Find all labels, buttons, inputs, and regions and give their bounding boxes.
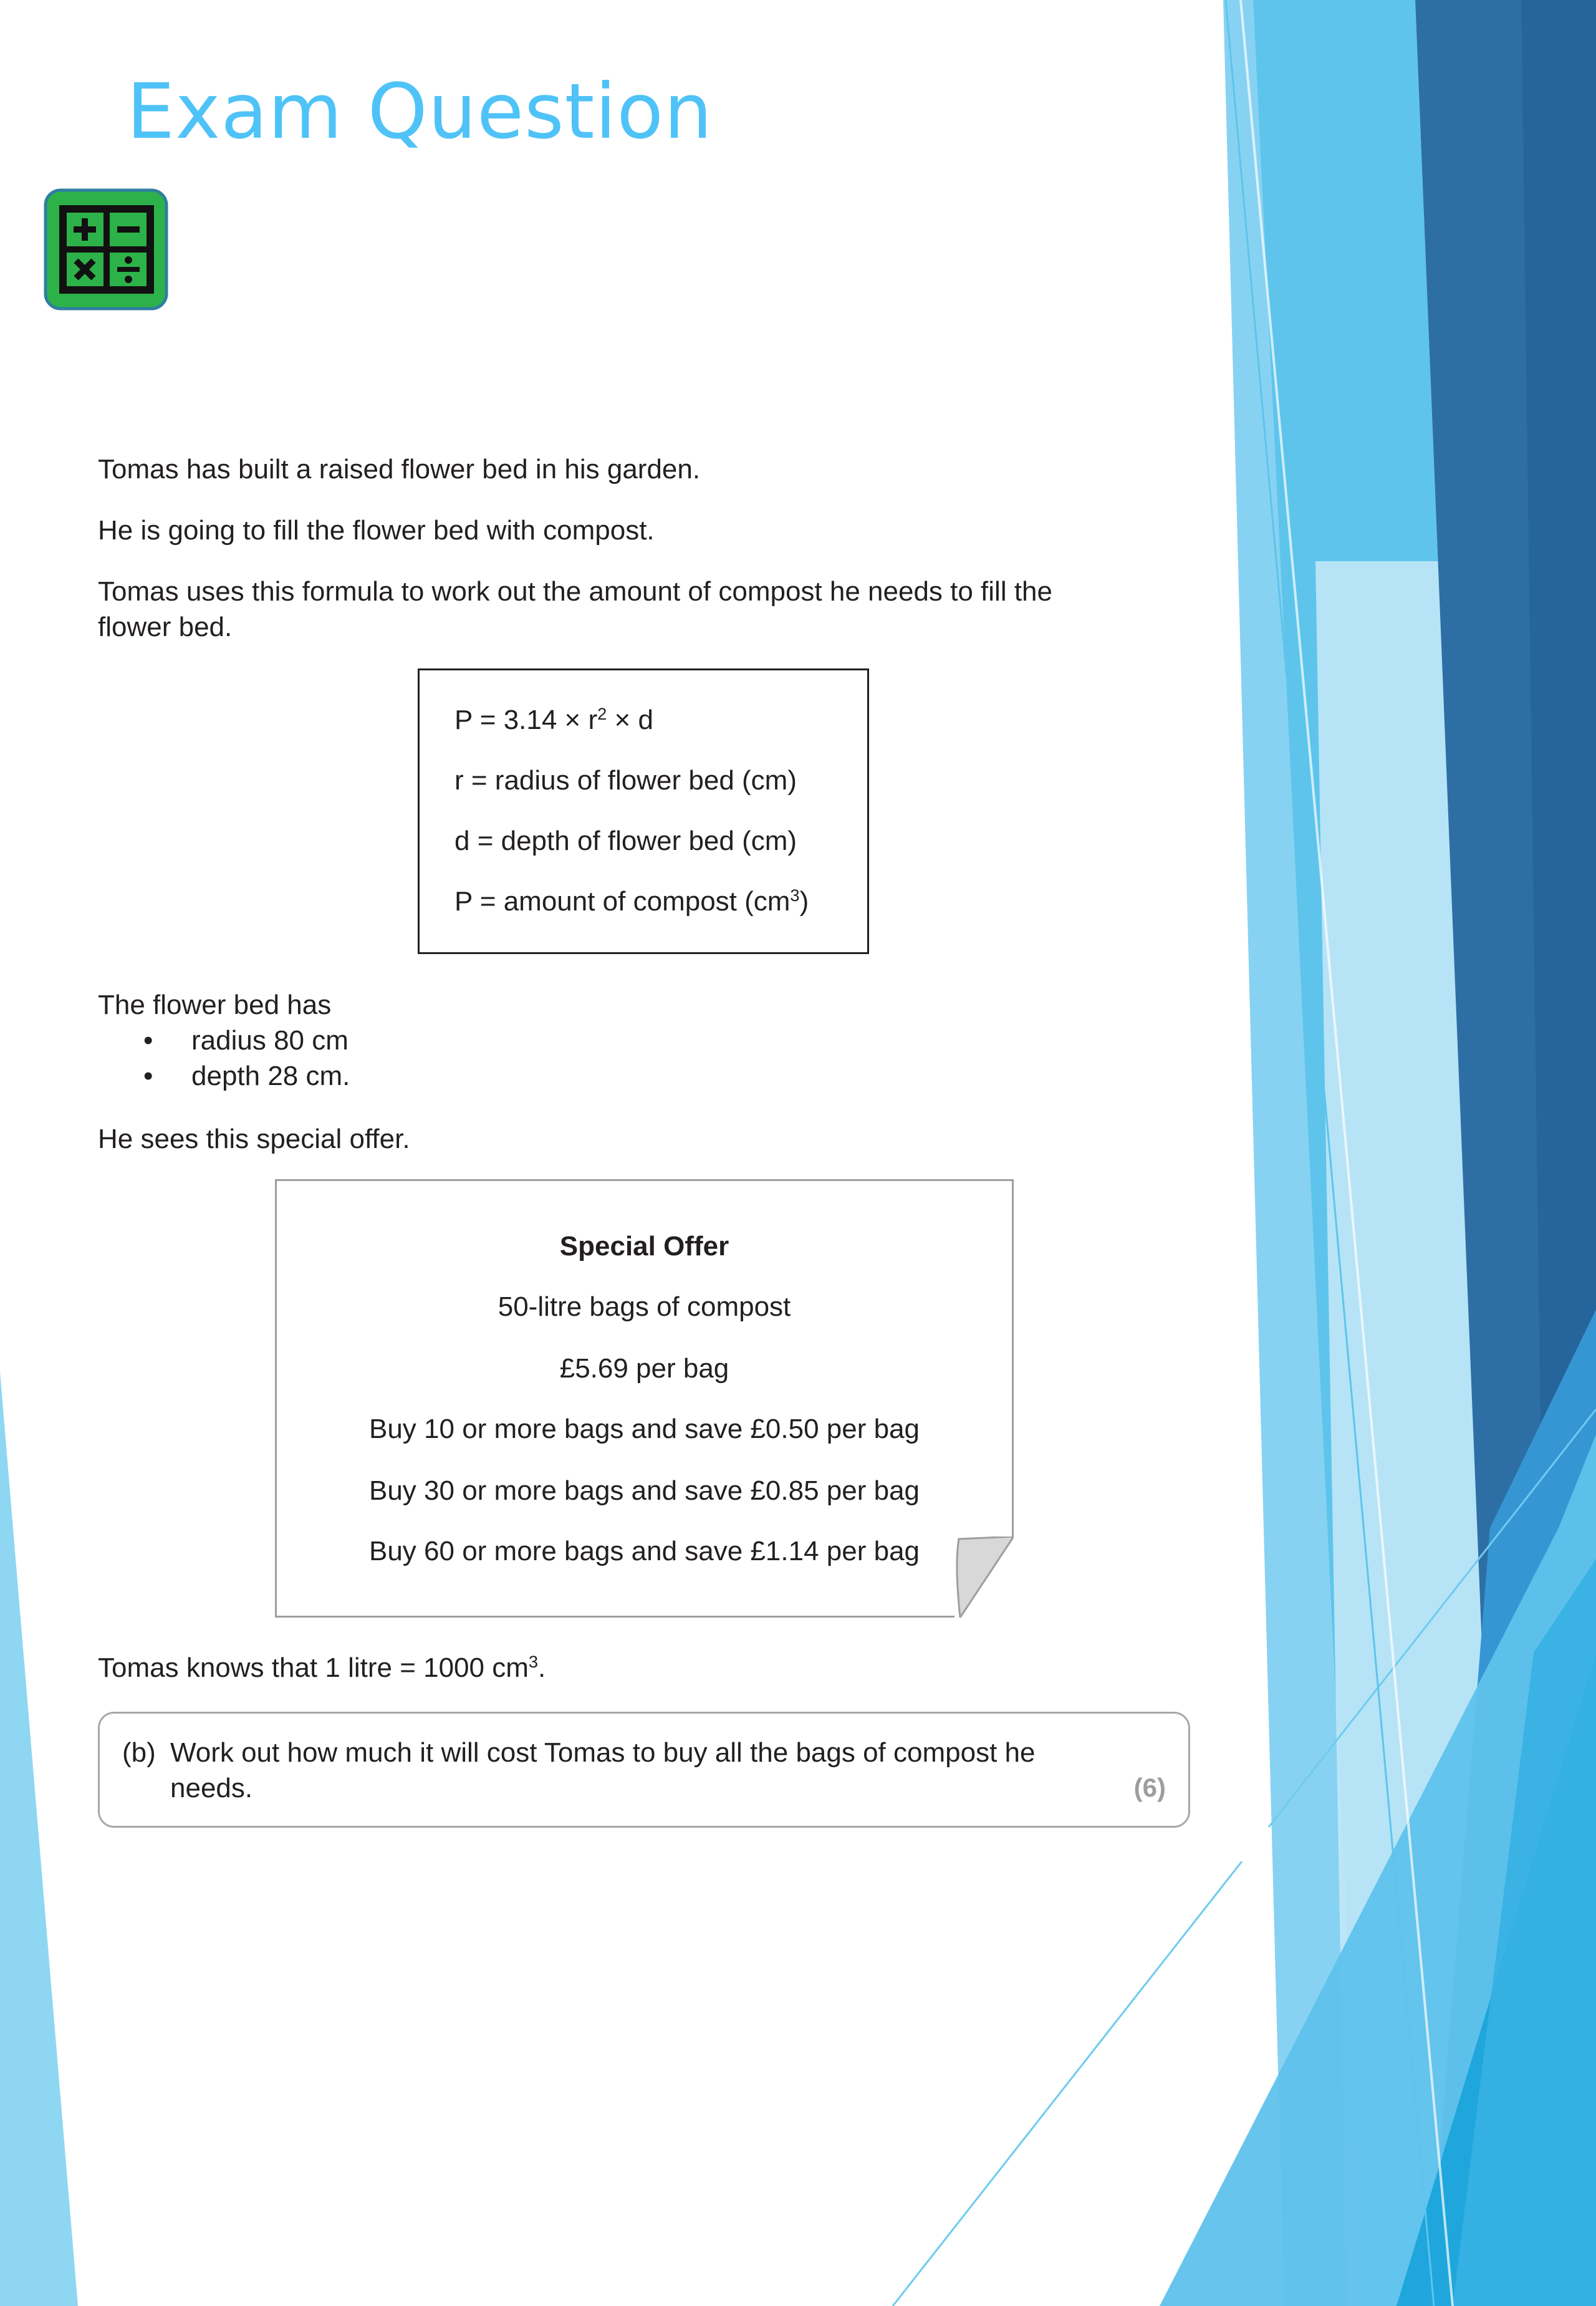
list-item: • radius 80 cm bbox=[143, 1023, 350, 1058]
offer-line: Buy 10 or more bags and save £0.50 per bag bbox=[368, 1414, 920, 1444]
formula-box bbox=[418, 668, 869, 954]
special-offer-box bbox=[275, 1179, 1014, 1618]
formula-line: r = radius of flower bed (cm) bbox=[454, 765, 797, 796]
offer-line: Buy 60 or more bags and save £1.14 per bag bbox=[368, 1536, 920, 1566]
question-text: Work out how much it will cost Tomas to buy all the bags of compost he needs. bbox=[170, 1737, 1036, 1803]
intro-paragraph: flower bed. bbox=[98, 612, 233, 642]
bullet-symbol: • bbox=[143, 1025, 153, 1056]
page-title: Exam Question bbox=[127, 67, 713, 156]
formula-line: P = amount of compost $(cm^3)$ bbox=[454, 885, 809, 917]
bed-dimensions-list bbox=[143, 1023, 350, 1094]
question-box bbox=[98, 1712, 1190, 1828]
bed-intro: The flower bed has bbox=[98, 990, 332, 1020]
formula-line: $P = 3.14 \times r^2 \times d$ bbox=[454, 704, 653, 735]
page-curl bbox=[954, 1537, 1014, 1618]
bullet-symbol: • bbox=[143, 1061, 153, 1091]
calculator-icon bbox=[44, 188, 168, 311]
list-item: • depth 28 cm. bbox=[143, 1058, 350, 1094]
offer-line: £5.69 per bag bbox=[559, 1353, 729, 1384]
question-label: (b) bbox=[122, 1737, 156, 1768]
offer-line: 50-litre bags of compost bbox=[498, 1291, 791, 1322]
offer-intro: He sees this special offer. bbox=[98, 1124, 410, 1154]
offer-title: Special Offer bbox=[559, 1231, 729, 1262]
marks-label: (6) bbox=[1133, 1773, 1166, 1802]
conversion-note: Tomas knows that 1 litre = 1000 $cm^3$. bbox=[98, 1652, 546, 1683]
formula-line: d = depth of flower bed (cm) bbox=[454, 826, 797, 856]
intro-paragraph: Tomas uses this formula to work out the amount of compost he needs to fill the bbox=[98, 576, 1052, 607]
offer-line: Buy 30 or more bags and save £0.85 per bag bbox=[368, 1475, 920, 1506]
intro-paragraph: Tomas has built a raised flower bed in his garden. bbox=[98, 454, 701, 485]
intro-paragraph: He is going to fill the flower bed with compost. bbox=[98, 515, 655, 546]
